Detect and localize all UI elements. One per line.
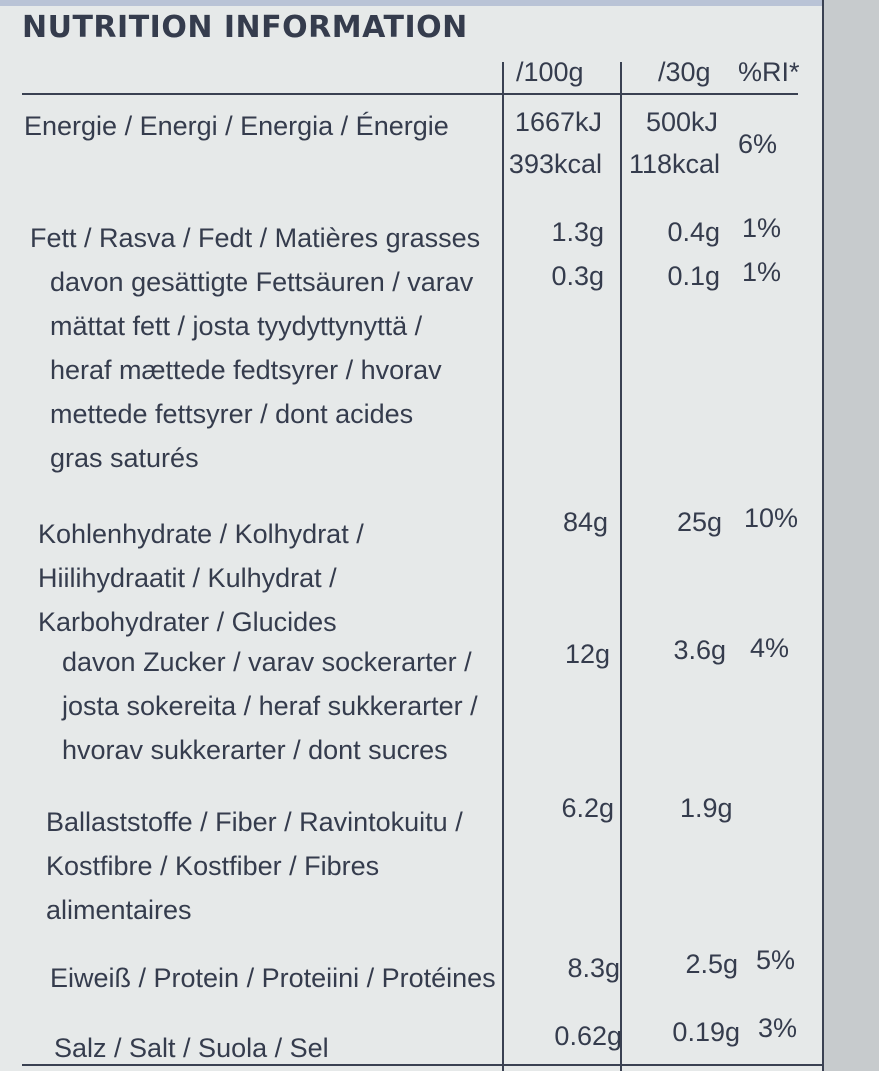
label-line: josta sokereita / heraf sukkerarter / [62,691,478,721]
row-carbohydrate-100g: 84g [562,507,608,537]
header-per100: /100g [516,57,584,87]
row-carbohydrate-30g: 25g [676,507,722,537]
row-fat-label: Fett / Rasva / Fedt / Matières grasses [30,223,481,253]
row-fat-ri: 1% [742,213,782,243]
row-energy-30g-kj: 500kJ [645,107,718,137]
page-title: NUTRITION INFORMATION [22,10,468,45]
column-divider-2 [620,62,622,1071]
side-panel [824,0,879,1071]
label-line: hvorav sukkerarter / dont sucres [62,735,448,765]
row-fibre-label [46,800,463,932]
row-fat-100g: 1.3g [551,217,604,247]
row-sugars-30g: 3.6g [673,635,726,665]
label-line: mättat fett / josta tyydyttynyttä / [50,311,423,341]
row-saturates-ri: 1% [742,257,782,287]
label-line: davon gesättigte Fettsäuren / varav [50,267,474,297]
row-energy-30g-kcal: 118kcal [628,149,720,179]
label-line: Kohlenhydrate / Kolhydrat / [38,519,364,549]
column-divider-1 [502,62,504,1071]
label-line: davon Zucker / varav sockerarter / [62,647,472,677]
row-carbohydrate-label [38,512,364,644]
row-fibre-100g: 6.2g [561,793,614,823]
label-line: Hiilihydraatit / Kulhydrat / [38,563,337,593]
label-line: Karbohydrater / Glucides [38,607,337,637]
header-ri: %RI* [738,57,800,87]
row-saturates-label [50,260,473,480]
row-sugars-label [62,640,478,772]
row-carbohydrate-ri: 10% [744,503,799,533]
label-line: gras saturés [50,443,199,473]
label-line: mettede fettsyrer / dont acides [50,399,414,429]
row-salt-label: Salz / Salt / Suola / Sel [54,1033,329,1063]
row-energy-100g-kcal: 393kcal [508,149,602,179]
row-protein-30g: 2.5g [685,949,738,979]
row-energy-label: Energie / Energi / Energia / Énergie [24,111,449,141]
label-line: heraf mættede fedtsyrer / hvorav [50,355,442,385]
row-salt-30g: 0.19g [672,1017,740,1047]
row-protein-label: Eiweiß / Protein / Proteiini / Protéines [50,963,496,993]
label-line: Ballaststoffe / Fiber / Ravintokuitu / [46,807,463,837]
row-salt-100g: 0.62g [554,1021,622,1051]
row-protein-100g: 8.3g [567,953,620,983]
row-sugars-100g: 12g [564,639,610,669]
row-protein-ri: 5% [756,945,796,975]
row-energy-ri: 6% [738,129,778,159]
row-saturates-30g: 0.1g [667,261,720,291]
label-line: alimentaires [46,895,192,925]
row-fat-30g: 0.4g [667,217,720,247]
row-saturates-100g: 0.3g [551,261,604,291]
label-line: Kostfibre / Kostfiber / Fibres [46,851,380,881]
row-energy-100g-kj: 1667kJ [514,107,602,137]
row-sugars-ri: 4% [750,633,790,663]
top-strip [0,0,822,6]
header-per30: /30g [658,57,711,87]
row-fibre-30g: 1.9g [680,793,733,823]
row-salt-ri: 3% [758,1013,798,1043]
